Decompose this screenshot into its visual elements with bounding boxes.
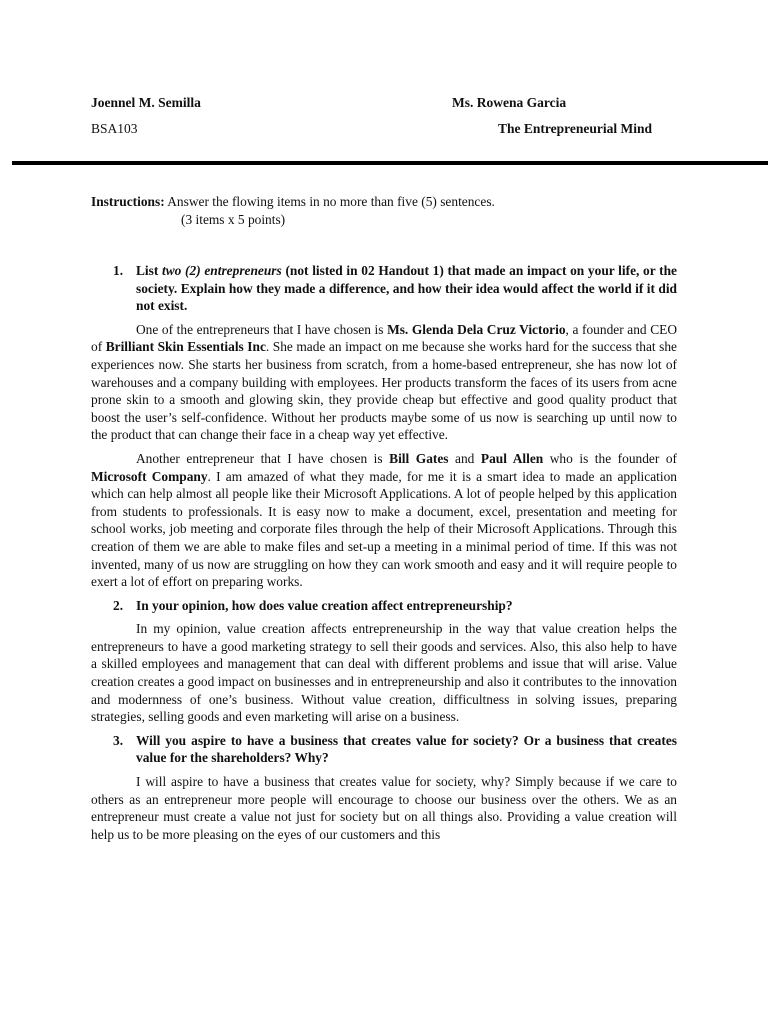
question-2: 2. In your opinion, how does value creation affect entrepreneurship? (113, 597, 513, 613)
question-number: 3. (113, 732, 124, 748)
instructions-block (91, 193, 691, 228)
student-name: Joennel M. Semilla (91, 95, 201, 110)
answer-3: I will aspire to have a business that creates value for society, why? Simply because if we care to others as an entrepreneur more people will encourage to choose our business over the others. We as an entrepreneur must create a value not just for society but on all things also. Providing a value creation will help us to be more pleasing on the eyes of our customers and this (91, 774, 677, 842)
question-1: 1. List two (2) entrepreneurs (not listed in 02 Handout 1) that made an impact on your life, or the society. Explain how they made a difference, and how their idea would affect the world if it did not exist. (113, 263, 677, 314)
answer-1-paragraph-2: Another entrepreneur that I have chosen is Bill Gates and Paul Allen who is the founder of Microsoft Company. I am amazed of what they made, for me it is a smart idea to made an application which can help almost all people like their Microsoft Applications. A lot of people helped by this application from students to professionals. It is easy now to make a document, excel, presentation and meeting for school works, job meeting and corporate files through the help of their Microsoft Applications. Through this creation of them we are able to make files and set-up a meeting in a minimal period of time. If this was not invented, many of us now are struggling on how they can work smooth and easy and it will require people to exert a lot of effort on preparing works. (91, 450, 678, 590)
section-code: BSA103 (91, 121, 138, 136)
answer-1-paragraph-1: One of the entrepreneurs that I have chosen is Ms. Glenda Dela Cruz Victorio, a founder and CEO of Brilliant Skin Essentials Inc. She made an impact on me because she works hard for the success that she experiences now. She starts her business from scratch, from a home-based entrepreneur, she has now lot of warehouses and a company building with employees. Her products transform the faces of its users from acne prone skin to a smooth and glowing skin, they provide cheap but effective and good quality product that boost the user’s self-confidence. Without her products maybe some of us now is searching up until now to the product that can change their face in a cheap way yet effective. (91, 321, 677, 443)
question-emphasis: two (2) entrepreneurs (162, 263, 282, 278)
answer-2: In my opinion, value creation affects entrepreneurship in the way that value creation helps the entrepreneurs to have a good marketing strategy to sell their goods and services. Also, this also help to have a skilled employees and management that can deal with different problems and issue that will arise. Value creation creates a good impact on businesses and in entrepreneurship and also it contributes to the innovation and modernness of one’s business. Without value creation, difficultness in solving issues, preparing strategies, selling goods and even marketing will arise on a business. (91, 621, 677, 725)
instructions-label: Instructions: (91, 194, 165, 209)
instructions-points: (3 items x 5 points) (181, 211, 286, 227)
question-3: 3. Will you aspire to have a business that creates value for society? Or a business that creates value for the shareholders? Why? (113, 732, 677, 766)
question-number: 2. (113, 597, 124, 613)
header-divider (12, 161, 768, 165)
course-title: The Entrepreneurial Mind (498, 121, 653, 136)
question-number: 1. (113, 263, 124, 278)
instructions-text: Answer the flowing items in no more than five (5) sentences. (167, 194, 495, 209)
document-body (91, 262, 677, 849)
instructor-name: Ms. Rowena Garcia (452, 95, 567, 110)
